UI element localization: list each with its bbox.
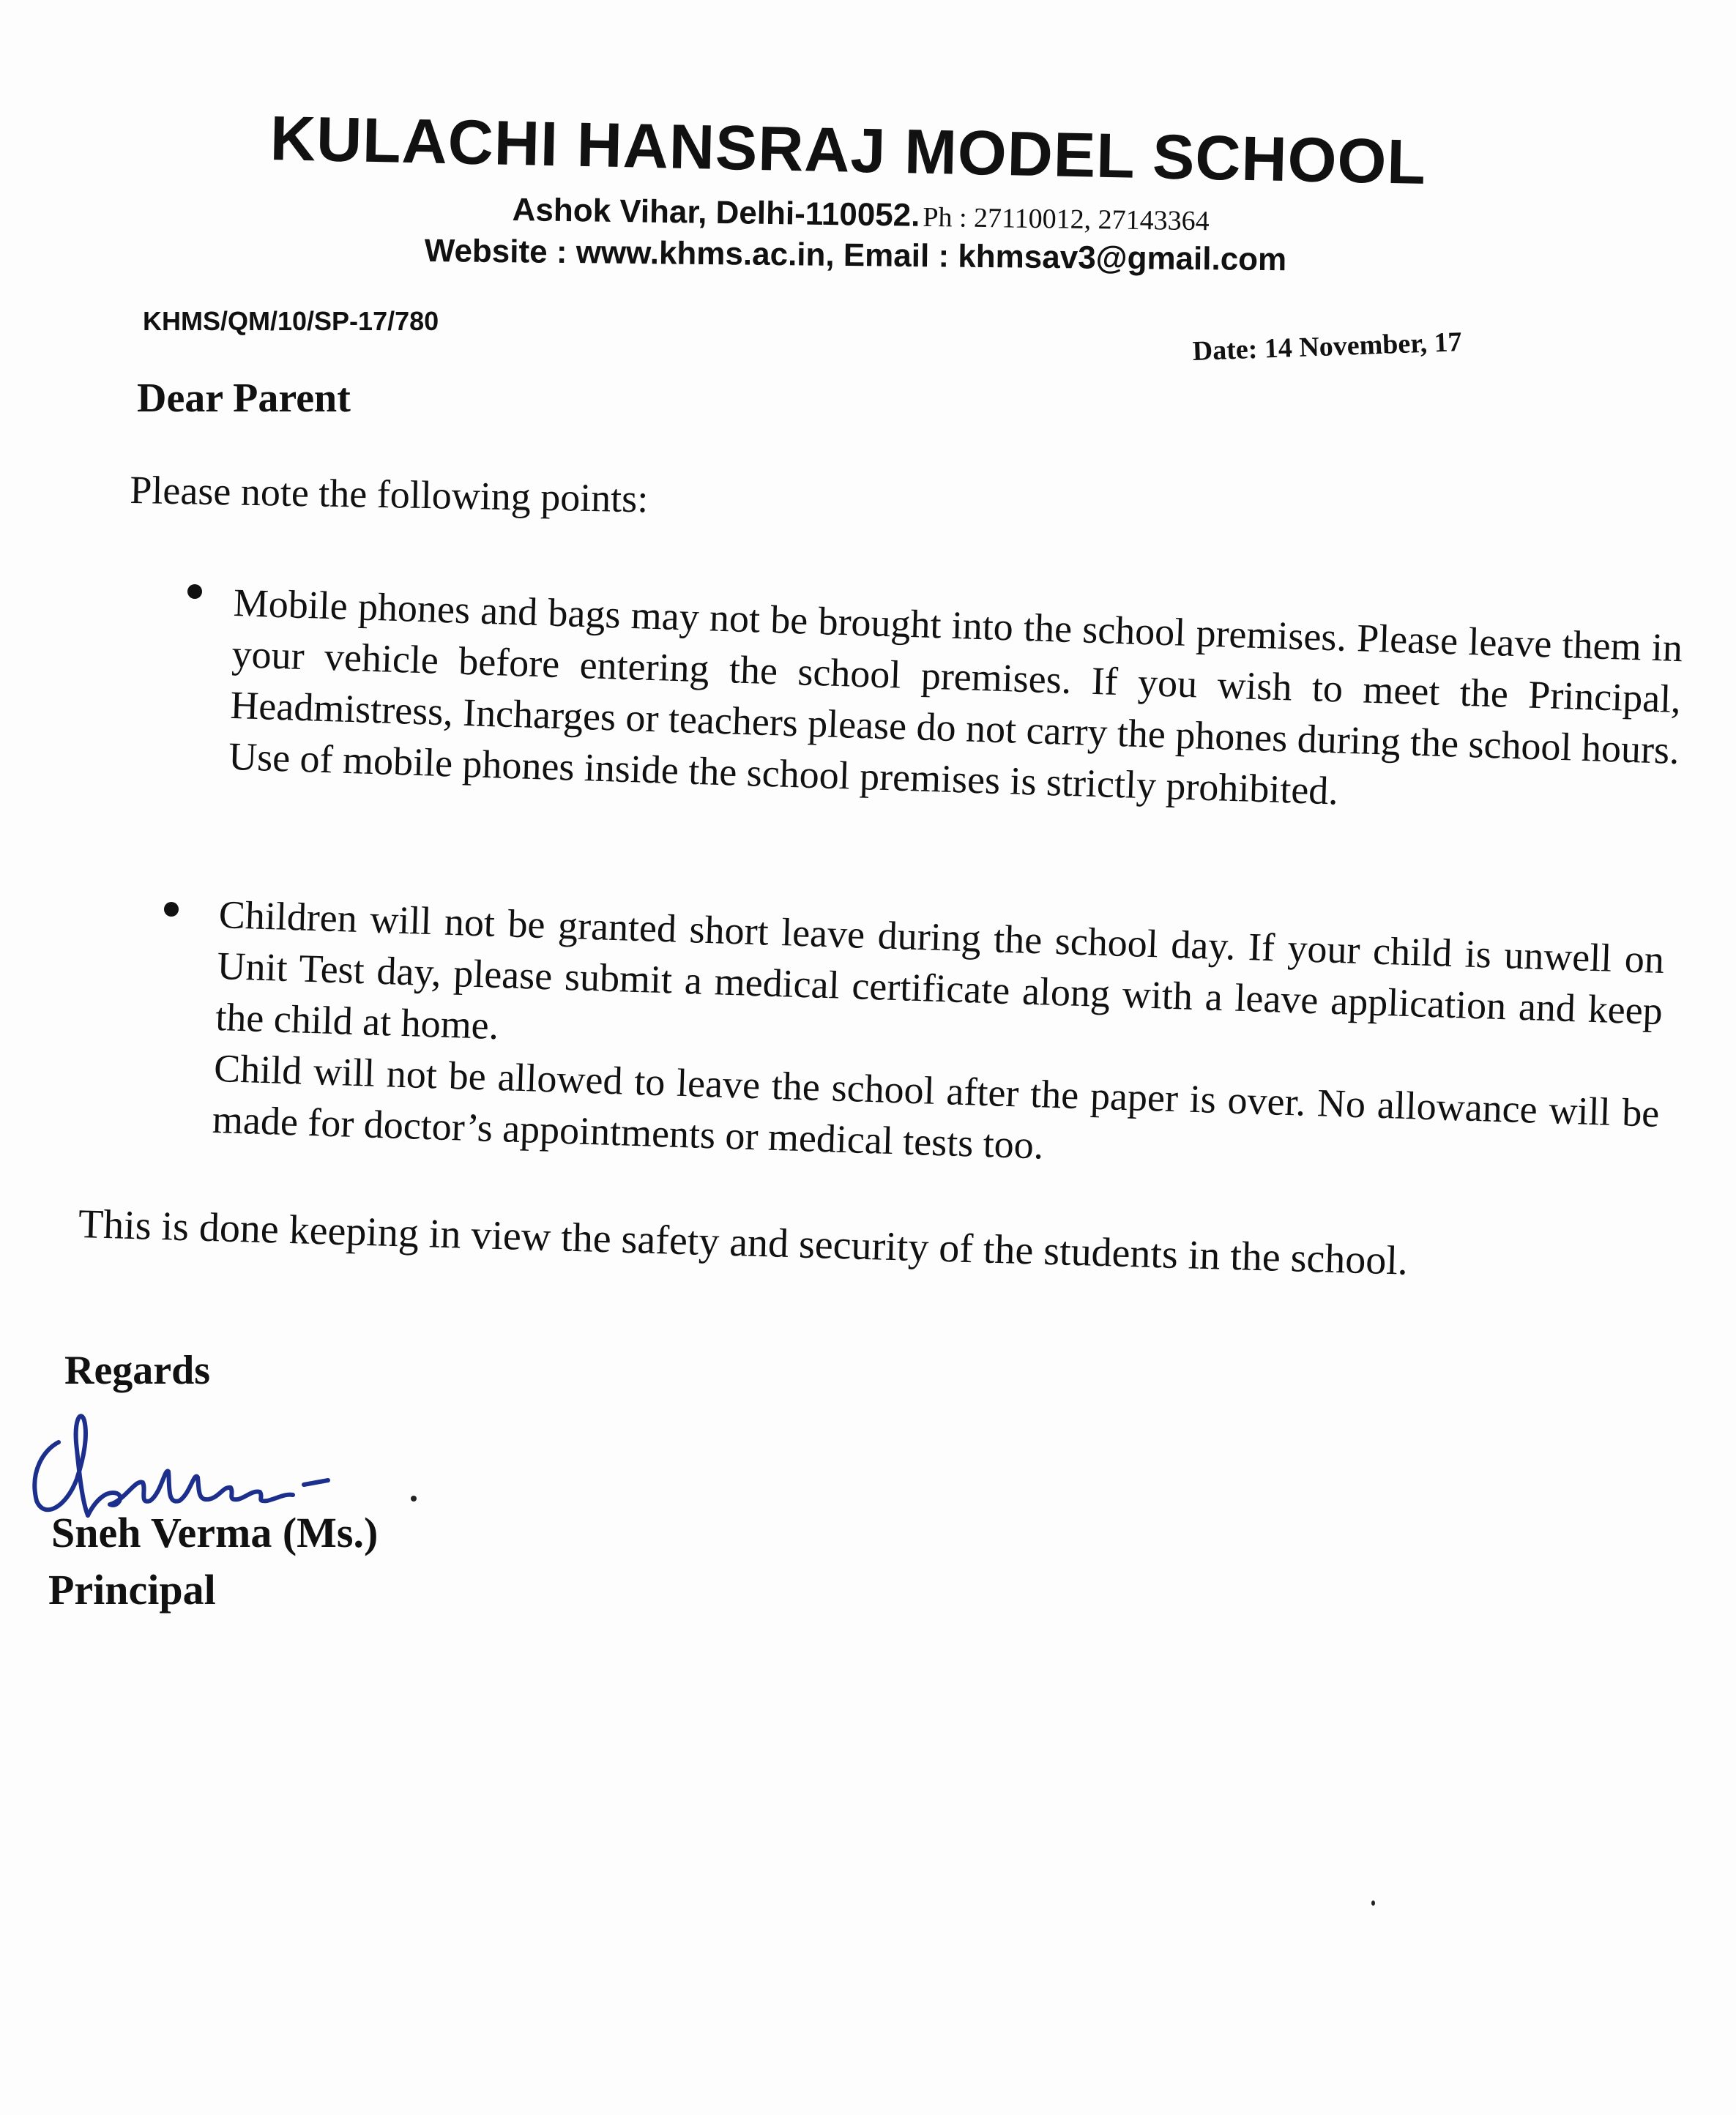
- intro-line: Please note the following points:: [129, 467, 649, 521]
- address-line: [512, 192, 1210, 238]
- website-email-line: Website : www.khms.ac.in, Email : khmsav3@gmail.com: [424, 233, 1287, 278]
- point-text: Children will not be granted short leave during the school day. If your child is unwell on Unit Test day, please submit a medical certificate along with a leave application and keep the child at home.: [215, 892, 1665, 1048]
- salutation: Dear Parent: [137, 376, 351, 421]
- regards: Regards: [64, 1348, 211, 1393]
- school-phone: Ph : 27110012, 27143364: [923, 201, 1210, 237]
- point-text: Mobile phones and bags may not be brought into the school premises. Please leave them in your vehicle before entering the school premises. If you wish to meet the Principal, Headmistress, Incharges or teachers please do not carry the phones during the school hours. Use of mobile phones inside the school premises is strictly prohibited.: [228, 580, 1683, 813]
- point-short-leave: [212, 889, 1665, 1190]
- school-address: Ashok Vihar, Delhi-110052.: [512, 192, 920, 234]
- point-mobile-phones: [228, 577, 1683, 827]
- signer-title: Principal: [48, 1566, 216, 1614]
- school-name: KULACHI HANSRAJ MODEL SCHOOL: [269, 102, 1427, 198]
- paper-speck: [411, 1496, 417, 1502]
- point-text-continued: Child will not be allowed to leave the school after the paper is over. No allowance will be made for doctor’s appointments or medical tests too.: [212, 1045, 1661, 1168]
- closing-note: This is done keeping in view the safety and security of the students in the school.: [78, 1201, 1409, 1284]
- letter-date: Date: 14 November, 17: [1192, 327, 1463, 367]
- bullet-icon: [187, 584, 202, 599]
- signer-name: Sneh Verma (Ms.): [51, 1509, 379, 1556]
- reference-number: KHMS/QM/10/SP-17/780: [143, 306, 439, 336]
- bullet-icon: [164, 902, 179, 917]
- paper-speck: [1371, 1900, 1375, 1906]
